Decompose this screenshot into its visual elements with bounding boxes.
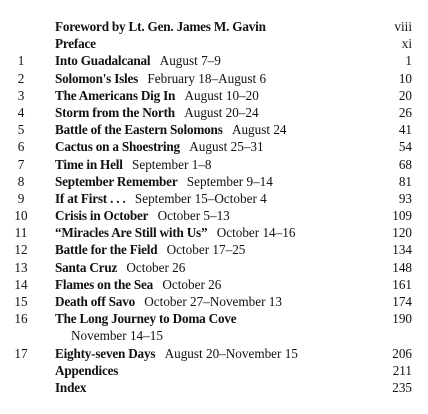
chapter-number: 2 <box>17 70 25 86</box>
page-number: 26 <box>398 104 412 120</box>
chapter-title-line <box>55 207 230 224</box>
chapter-dates: November 14–15 <box>71 328 163 344</box>
chapter-number: 5 <box>17 122 25 138</box>
chapter-dates: August 24 <box>231 122 287 138</box>
toc-row-chapter-13 <box>0 259 428 276</box>
toc-row-chapter-14 <box>0 276 428 293</box>
page-number: 211 <box>392 362 412 378</box>
chapter-dates: October 27–November 13 <box>144 294 282 309</box>
chapter-title: If at First . . . <box>55 190 126 206</box>
chapter-number: 14 <box>14 276 28 292</box>
toc-row-chapter-3 <box>0 87 428 104</box>
page-number: 109 <box>392 208 412 224</box>
chapter-title: Into Guadalcanal <box>55 53 151 69</box>
toc-row-chapter-16-dates <box>0 327 428 344</box>
toc-row-preface <box>0 35 428 52</box>
toc-row-chapter-4 <box>0 104 428 121</box>
toc-row-chapter-5 <box>0 121 428 138</box>
chapter-dates: September 1–8 <box>132 156 212 172</box>
chapter-title-line <box>55 104 259 121</box>
chapter-number: 17 <box>14 345 28 361</box>
toc-row-appendices <box>0 362 428 379</box>
toc-row-chapter-12 <box>0 241 428 258</box>
page-number: 190 <box>392 311 412 327</box>
chapter-title: Battle of the Eastern Solomons <box>55 122 223 138</box>
chapter-title: Crisis in October <box>55 208 149 224</box>
toc-row-chapter-16 <box>0 310 428 327</box>
page-number: 174 <box>392 294 412 309</box>
toc-row-chapter-11 <box>0 224 428 241</box>
page-number: 1 <box>405 53 412 69</box>
page-number: 134 <box>392 242 412 258</box>
page-number: 54 <box>398 139 412 155</box>
table-of-contents <box>0 18 428 396</box>
chapter-dates: September 9–14 <box>186 173 273 189</box>
chapter-dates: February 18–August 6 <box>147 70 267 86</box>
toc-row-chapter-8 <box>0 173 428 190</box>
chapter-number: 4 <box>17 104 25 120</box>
chapter-title: Eighty-seven Days <box>55 345 156 361</box>
page-number: 161 <box>392 276 412 292</box>
chapter-dates: October 17–25 <box>166 242 246 258</box>
chapter-number: 8 <box>17 173 25 189</box>
chapter-title: Storm from the North <box>55 104 175 120</box>
chapter-number: 1 <box>17 53 25 69</box>
page-number: xi <box>401 36 412 52</box>
toc-row-chapter-9 <box>0 190 428 207</box>
toc-row-chapter-6 <box>0 138 428 155</box>
toc-row-chapter-1 <box>0 52 428 69</box>
chapter-title-line <box>55 138 264 155</box>
chapter-title: Preface <box>55 36 96 52</box>
chapter-title-line <box>55 345 298 362</box>
page-number: 41 <box>398 122 412 138</box>
chapter-title-line <box>55 121 287 138</box>
toc-row-chapter-17 <box>0 345 428 362</box>
page-number: 68 <box>398 156 412 172</box>
chapter-dates: August 10–20 <box>184 87 259 103</box>
chapter-title: Flames on the Sea <box>55 276 154 292</box>
chapter-dates: August 20–November 15 <box>164 345 298 361</box>
toc-row-index <box>0 379 428 396</box>
chapter-title: September Remember <box>55 173 178 189</box>
chapter-title: Santa Cruz <box>55 259 118 275</box>
chapter-number: 6 <box>17 139 25 155</box>
chapter-number: 12 <box>14 242 28 258</box>
toc-row-chapter-10 <box>0 207 428 224</box>
chapter-title-line <box>55 276 221 293</box>
toc-row-foreword <box>0 18 428 35</box>
chapter-number: 7 <box>17 156 25 172</box>
chapter-dates: October 26 <box>162 276 222 292</box>
page-number: 206 <box>392 345 412 361</box>
chapter-number: 16 <box>14 311 28 327</box>
page-number: 148 <box>392 259 412 275</box>
chapter-number: 15 <box>14 294 28 309</box>
page-number: 235 <box>392 379 412 395</box>
chapter-title-line <box>55 259 185 276</box>
chapter-title: The Long Journey to Doma Cove <box>55 311 237 327</box>
chapter-title: Appendices <box>55 362 119 378</box>
chapter-title: Foreword by Lt. Gen. James M. Gavin <box>55 19 266 34</box>
chapter-title-line <box>55 70 266 87</box>
chapter-dates: August 20–24 <box>184 104 259 120</box>
chapter-dates: August 25–31 <box>189 139 264 155</box>
chapter-title: Death off Savo <box>55 294 135 309</box>
chapter-title-line <box>55 52 221 69</box>
chapter-title: Index <box>55 379 87 395</box>
chapter-title-line <box>55 224 295 241</box>
page-number: 10 <box>398 70 412 86</box>
chapter-dates: October 5–13 <box>157 208 230 224</box>
chapter-number: 3 <box>17 87 25 103</box>
chapter-number: 11 <box>14 225 28 241</box>
chapter-title-line <box>55 173 273 190</box>
chapter-title: Solomon's Isles <box>55 70 139 86</box>
page-number: 93 <box>398 190 412 206</box>
page-number: viii <box>394 19 412 34</box>
chapter-number: 13 <box>14 259 28 275</box>
chapter-number: 9 <box>17 190 25 206</box>
chapter-title-line <box>55 241 245 258</box>
toc-row-chapter-15 <box>0 293 428 310</box>
toc-row-chapter-7 <box>0 156 428 173</box>
page-number: 81 <box>398 173 412 189</box>
chapter-title: Cactus on a Shoestring <box>55 139 180 155</box>
chapter-title-line <box>55 87 259 104</box>
chapter-title: Time in Hell <box>55 156 123 172</box>
chapter-title: Battle for the Field <box>55 242 158 258</box>
page-number: 20 <box>398 87 412 103</box>
chapter-dates: October 14–16 <box>216 225 296 241</box>
toc-row-chapter-2 <box>0 70 428 87</box>
chapter-number: 10 <box>14 208 28 224</box>
page-number: 120 <box>392 225 412 241</box>
chapter-title: The Americans Dig In <box>55 87 176 103</box>
chapter-dates: August 7–9 <box>159 53 221 69</box>
chapter-title-line <box>55 190 267 207</box>
chapter-title: “Miracles Are Still with Us” <box>55 225 208 241</box>
chapter-dates: October 26 <box>126 259 186 275</box>
chapter-dates: September 15–October 4 <box>134 190 267 206</box>
chapter-title-line <box>55 293 282 310</box>
chapter-title-line <box>55 156 211 173</box>
